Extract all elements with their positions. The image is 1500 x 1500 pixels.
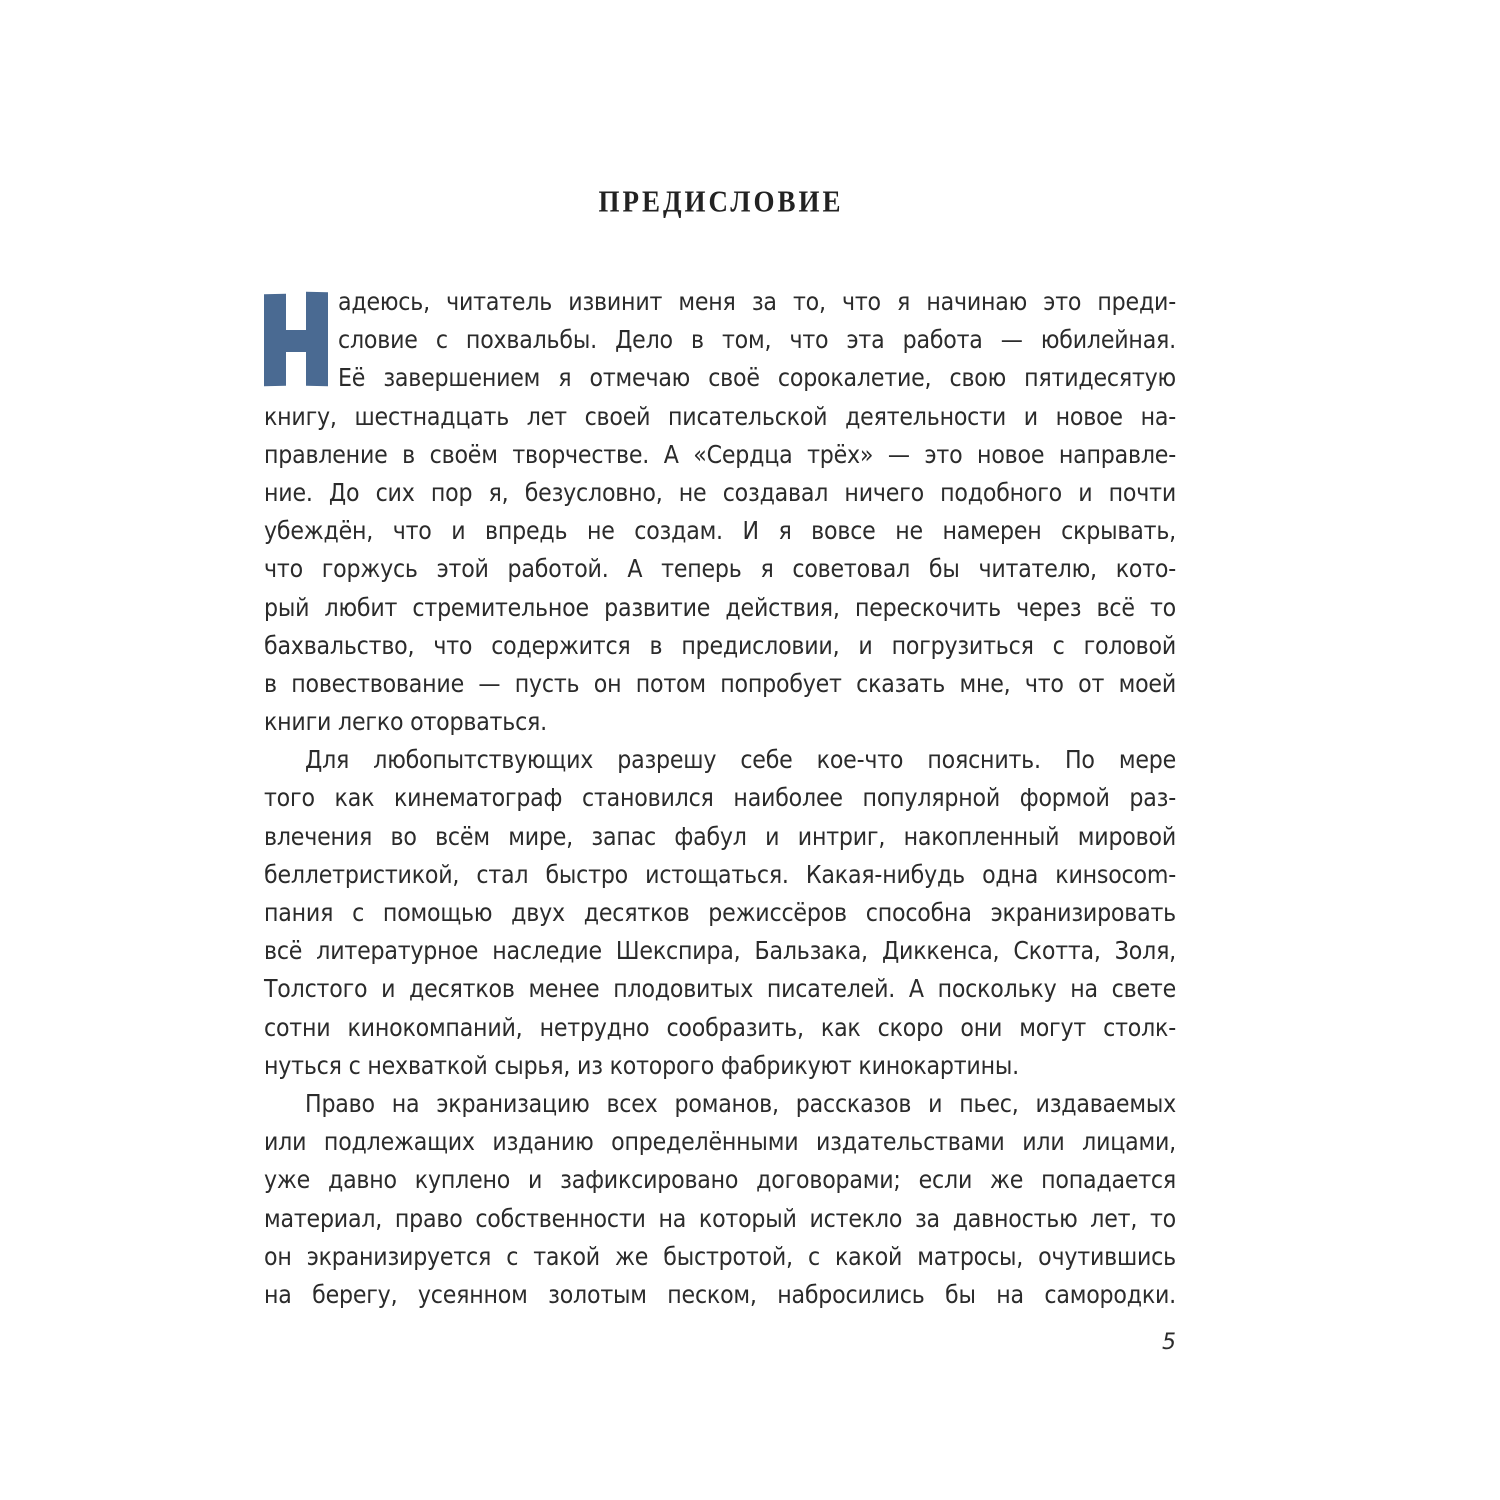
text-line: на берегу, усеянном золотым песком, набросились бы на самородки. xyxy=(264,1279,1176,1309)
text-line: книгу, шестнадцать лет своей писательской деятельности и новое на- xyxy=(264,401,1176,431)
text-line: убеждён, что и впредь не создам. И я вовсе не намерен скрывать, xyxy=(264,516,1176,546)
text-line: что горжусь этой работой. А теперь я советовал бы читателю, кото- xyxy=(264,554,1176,584)
paragraph-3 xyxy=(264,1085,1176,1314)
text-line: он экранизируется с такой же быстротой, с какой матросы, очутившись xyxy=(264,1241,1176,1271)
text-line: того как кинематограф становился наиболее популярной формой раз- xyxy=(264,783,1176,813)
text-line: Для любопытствующих разрешу себе кое-что пояснить. По мере xyxy=(305,745,1176,775)
text-line: беллетристикой, стал быстро истощаться. Какая-нибудь одна кинsocom- xyxy=(264,859,1176,889)
text-line: нуться с нехваткой сырья, из которого фабрикуют кинокартины. xyxy=(264,1050,1019,1080)
text-line: адеюсь, читатель извинит меня за то, что я начинаю это преди- xyxy=(338,287,1176,316)
text-line: Толстого и десятков менее плодовитых писателей. А поскольку на свете xyxy=(264,974,1176,1004)
text-line: Её завершением я отмечаю своё сорокалетие, свою пятидесятую xyxy=(338,363,1176,393)
text-line: Право на экранизацию всех романов, рассказов и пьес, издаваемых xyxy=(305,1088,1176,1118)
paragraph-1 xyxy=(264,283,1176,741)
text-line: материал, право собственности на который истекло за давностью лет, то xyxy=(264,1203,1176,1233)
text-line: словие с похвальбы. Дело в том, что эта работа — юбилейная. xyxy=(338,325,1176,355)
text-line: бахвальство, что содержится в предисловии, и погрузиться с головой xyxy=(264,630,1176,660)
text-line: или подлежащих изданию определёнными издательствами или лицами, xyxy=(264,1127,1176,1157)
text-line: ние. До сих пор я, безусловно, не создавал ничего подобного и почти xyxy=(264,477,1176,507)
paragraph-2 xyxy=(264,741,1176,1085)
text-line: уже давно куплено и зафиксировано договорами; если же попадается xyxy=(264,1165,1176,1195)
chapter-title: ПРЕДИСЛОВИЕ xyxy=(598,183,844,219)
text-line: пания с помощью двух десятков режиссёров способна экранизировать xyxy=(264,898,1176,927)
body-text xyxy=(264,283,1176,1314)
text-line: в повествование — пусть он потом попробует сказать мне, что от моей xyxy=(264,668,1176,698)
text-line: влечения во всём мире, запас фабул и интриг, накопленный мировой xyxy=(264,821,1176,851)
page-number: 5 xyxy=(1162,1330,1176,1355)
text-line: рый любит стремительное развитие действия, перескочить через всё то xyxy=(264,592,1176,622)
text-line: сотни кинокомпаний, нетрудно сообразить, как скоро они могут столк- xyxy=(264,1012,1176,1042)
text-line: книги легко оторваться. xyxy=(264,707,547,737)
text-line: всё литературное наследие Шекспира, Бальзака, Диккенса, Скотта, Золя, xyxy=(264,936,1176,966)
text-line: правление в своём творчестве. А «Сердца трёх» — это новое направле- xyxy=(264,439,1176,469)
